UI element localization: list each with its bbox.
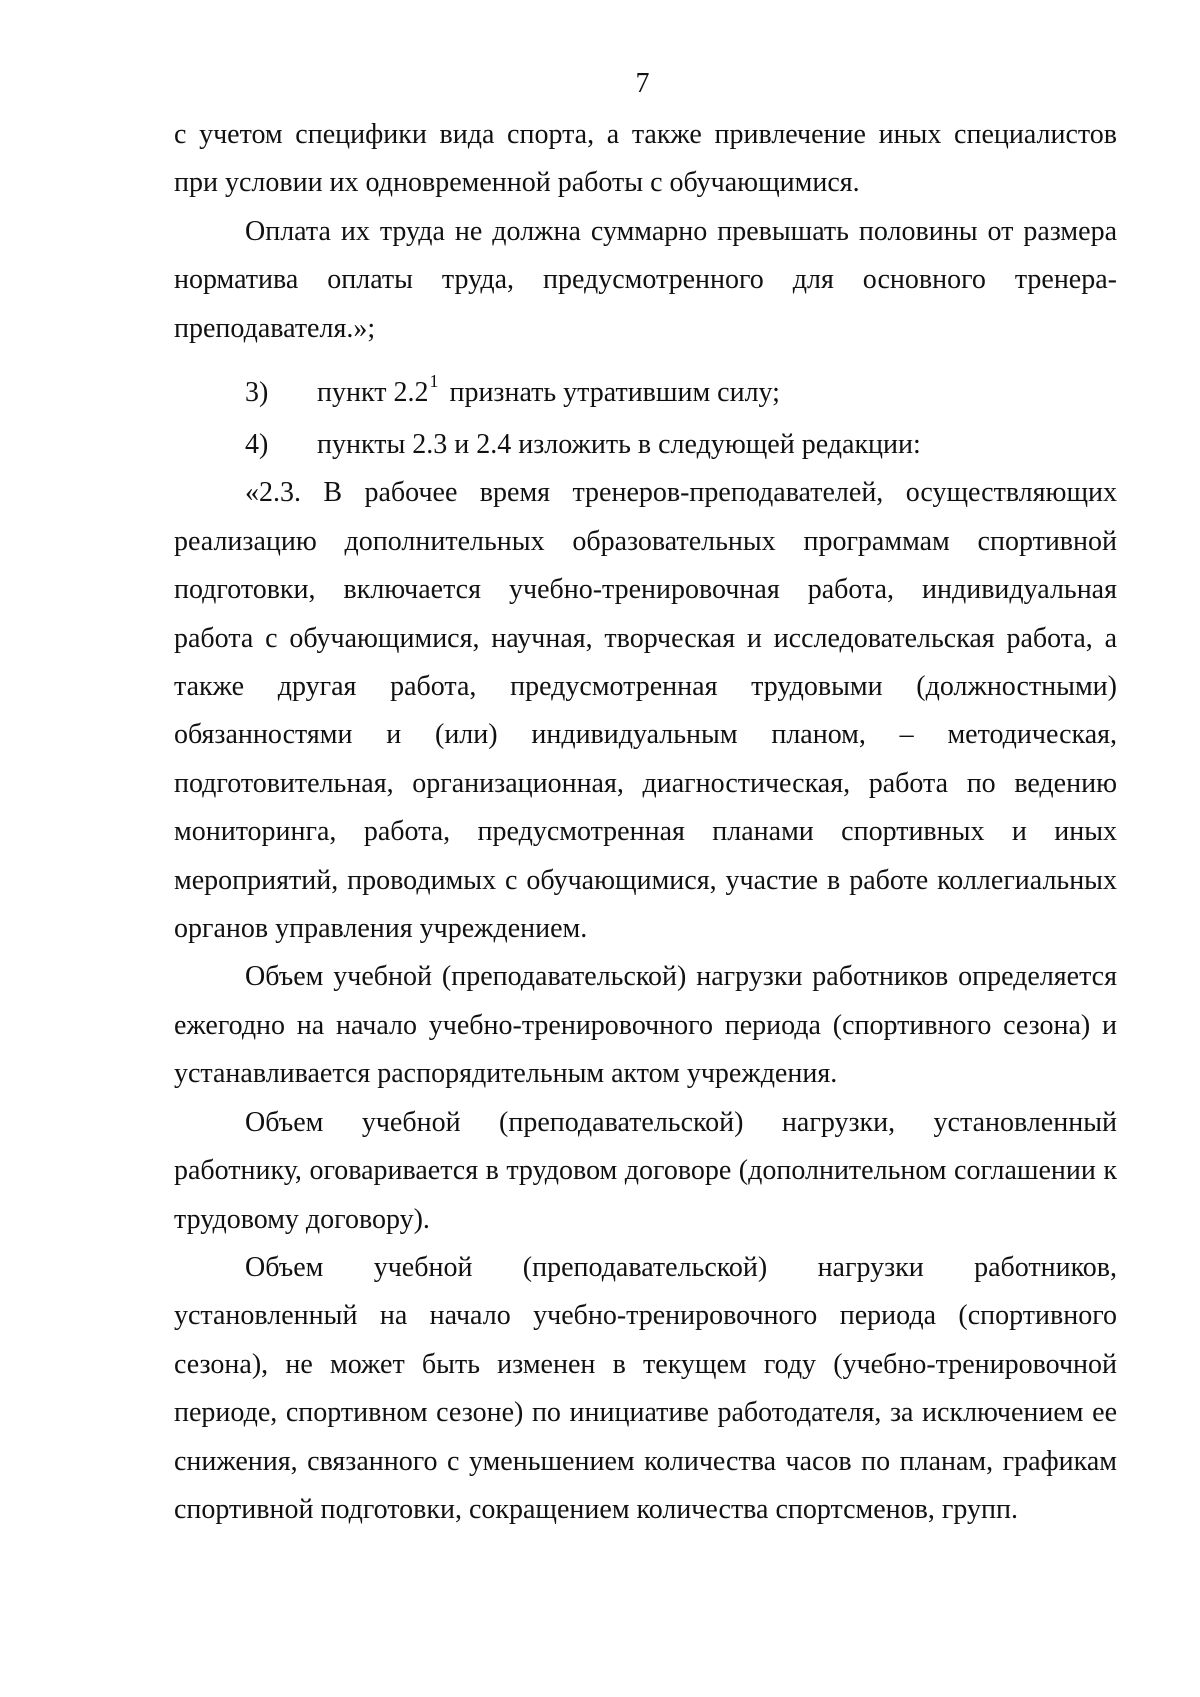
document-body [174, 111, 1117, 1534]
paragraph-1: с учетом специфики вида спорта, а также привлечение иных специалистов при условии их одновременной работы с обучающимися. [174, 119, 1117, 199]
list-item-3-superscript: 1 [429, 371, 439, 392]
list-item-3-number: 3) [245, 377, 269, 409]
list-item-3-text: пункт 2.2 [317, 377, 429, 409]
list-item-4-number: 4) [245, 429, 269, 461]
paragraph-6: Объем учебной (преподавательской) нагрузки работников, установленный на начало учебно-тренировочного периода (спортивного сезона), не может быть изменен в текущем году (учебно-тренировочной периоде, спортивном сезоне) по инициативе работодателя, за исключением ее снижения, связанного с уменьшением количества часов по планам, графикам спортивной подготовки, сокращением количества спортсменов, групп. [174, 1251, 1117, 1525]
paragraph-4: Объем учебной (преподавательской) нагрузки работников определяется ежегодно на начало учебно-тренировочного периода (спортивного сезона) и устанавливается распорядительным актом учреждения. [174, 961, 1117, 1090]
list-item-3-text-rest: признать утратившим силу; [449, 377, 780, 409]
list-item-4-text: пункты 2.3 и 2.4 изложить в следующей редакции: [317, 429, 921, 461]
page-number: 7 [635, 68, 650, 99]
paragraph-5: Объем учебной (преподавательской) нагрузки, установленный работнику, оговаривается в трудовом договоре (дополнительном соглашении к трудовому договору). [174, 1106, 1117, 1235]
paragraph-2: Оплата их труда не должна суммарно превышать половины от размера норматива оплаты труда, предусмотренного для основного тренера-преподавателя.»; [174, 215, 1117, 344]
list-item-3 [174, 365, 1117, 421]
paragraph-2-3: «2.3. В рабочее время тренеров-преподавателей, осуществляющих реализацию дополнительных образовательных программам спортивной подготовки, включается учебно-тренировочная работа, индивидуальная работа с обучающимися, научная, творческая и исследовательская работа, а также другая работа, предусмотренная трудовыми (должностными) обязанностями и (или) индивидуальным планом, – методическая, подготовительная, организационная, диагностическая, работа по ведению мониторинга, работа, предусмотренная планами спортивных и иных мероприятий, проводимых с обучающимися, участие в работе коллегиальных органов управления учреждением. [174, 477, 1117, 945]
list-item-4 [174, 421, 1117, 469]
